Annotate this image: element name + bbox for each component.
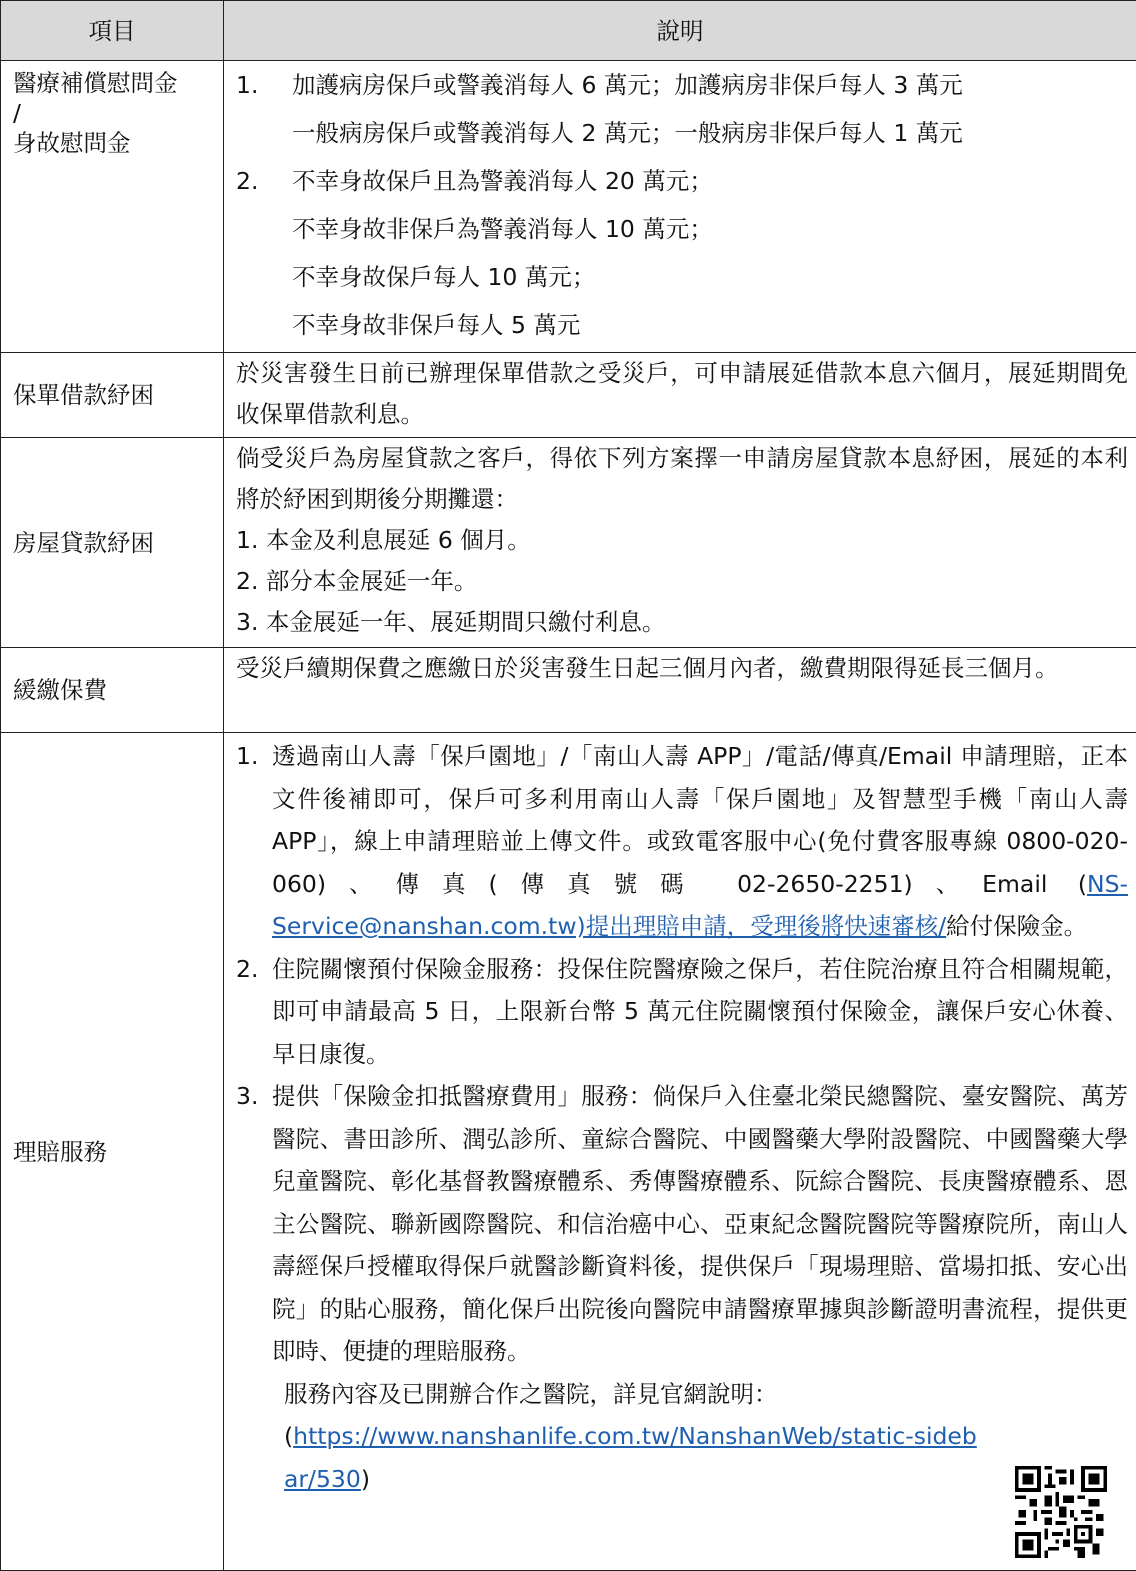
description-cell bbox=[224, 61, 1136, 353]
description-text: 於災害發生日前已辦理保單借款之受災戶，可申請展延借款本息六個月，展延期間免收保單借款利息。 bbox=[224, 353, 1136, 438]
list-item: 不幸身故保戶且為警義消每人 20 萬元； bbox=[292, 157, 713, 205]
list-item: 1. 本金及利息展延 6 個月。 bbox=[236, 520, 1128, 561]
category-label: 醫療補償慰問金 bbox=[13, 63, 223, 103]
list-item: 不幸身故保戶每人 10 萬元； bbox=[236, 253, 1128, 301]
category-label: 保單借款紓困 bbox=[1, 353, 224, 438]
table-row bbox=[1, 438, 1136, 648]
description-text: 倘受災戶為房屋貸款之客戶，得依下列方案擇一申請房屋貸款本息紓困，展延的本利將於紓困到期後分期攤還： bbox=[236, 438, 1128, 520]
list-item-text: 給付保險金。 bbox=[946, 912, 1087, 940]
list-item: 3. 本金展延一年、展延期間只繳付利息。 bbox=[236, 602, 1128, 643]
list-item: 不幸身故非保戶每人 5 萬元 bbox=[236, 301, 1128, 349]
list-item: 2. 部分本金展延一年。 bbox=[236, 561, 1128, 602]
list-item bbox=[272, 735, 1128, 948]
description-cell bbox=[224, 733, 1136, 1571]
list-number: 2. bbox=[236, 948, 272, 1076]
email-link[interactable]: NS-Service@nanshan.com.tw)提出理賠申請，受理後將快速審核/ bbox=[272, 870, 1128, 941]
header-description: 說明 bbox=[224, 1, 1136, 61]
list-item: 提供「保險金扣抵醫療費用」服務：倘保戶入住臺北榮民總醫院、臺安醫院、萬芳醫院、書田診所、潤弘診所、童綜合醫院、中國醫藥大學附設醫院、中國醫藥大學兒童醫院、彰化基督教醫療體系、秀傳醫療體系、阮綜合醫院、長庚醫療體系、恩主公醫院、聯新國際醫院、和信治癌中心、亞東紀念醫院醫院等醫療院所，南山人壽經保戶授權取得保戶就醫診斷資料後，提供保戶「現場理賠、當場扣抵、安心出院」的貼心服務，簡化保戶出院後向醫院申請醫療單據與診斷證明書流程，提供更即時、便捷的理賠服務。 bbox=[272, 1075, 1128, 1373]
official-website-url[interactable]: https://www.nanshanlife.com.tw/NanshanWeb/static-sidebar/530 bbox=[284, 1422, 977, 1493]
category-label: 房屋貸款紓困 bbox=[1, 438, 224, 648]
qr-code-icon[interactable] bbox=[1015, 1466, 1107, 1558]
paren: ) bbox=[361, 1465, 370, 1493]
description-cell bbox=[224, 438, 1136, 648]
category-cell bbox=[1, 61, 224, 353]
paren: ( bbox=[284, 1422, 293, 1450]
list-number: 3. bbox=[236, 1075, 272, 1373]
list-item: 住院關懷預付保險金服務：投保住院醫療險之保戶，若住院治療且符合相關規範，即可申請最高 5 日，上限新台幣 5 萬元住院關懷預付保險金，讓保戶安心休養、早日康復。 bbox=[272, 948, 1128, 1076]
category-label: 理賠服務 bbox=[1, 733, 224, 1571]
list-item-text: 透過南山人壽「保戶園地」/「南山人壽 APP」/電話/傳真/Email 申請理賠，正本文件後補即可，保戶可多利用南山人壽「保戶園地」及智慧型手機「南山人壽 APP」，線上申請理賠並上傳文件。或致電客服中心(免付費客服專線 0800-020-060)、傳真(傳真號碼 02-2650-2251)、Email ( bbox=[272, 742, 1128, 898]
service-note bbox=[236, 1373, 1128, 1501]
table-row bbox=[1, 648, 1136, 733]
header-item: 項目 bbox=[1, 1, 224, 61]
list-item: 一般病房保戶或警義消每人 2 萬元；一般病房非保戶每人 1 萬元 bbox=[236, 109, 1128, 157]
category-label: 身故慰問金 bbox=[13, 123, 223, 163]
list-number: 2. bbox=[236, 157, 292, 205]
description-text: 受災戶續期保費之應繳日於災害發生日起三個月內者，繳費期限得延長三個月。 bbox=[224, 648, 1136, 733]
table-header-row bbox=[1, 1, 1136, 61]
list-number: 1. bbox=[236, 61, 292, 109]
official-website-link[interactable] bbox=[284, 1415, 978, 1500]
service-note-text: 服務內容及已開辦合作之醫院，詳見官網說明： bbox=[284, 1373, 978, 1416]
category-label: / bbox=[13, 103, 223, 123]
list-item: 不幸身故非保戶為警義消每人 10 萬元； bbox=[236, 205, 1128, 253]
category-label: 緩繳保費 bbox=[1, 648, 224, 733]
list-item: 加護病房保戶或警義消每人 6 萬元；加護病房非保戶每人 3 萬元 bbox=[292, 61, 963, 109]
list-number: 1. bbox=[236, 735, 272, 948]
table-row bbox=[1, 733, 1136, 1571]
table-row bbox=[1, 353, 1136, 438]
table-row bbox=[1, 61, 1136, 353]
